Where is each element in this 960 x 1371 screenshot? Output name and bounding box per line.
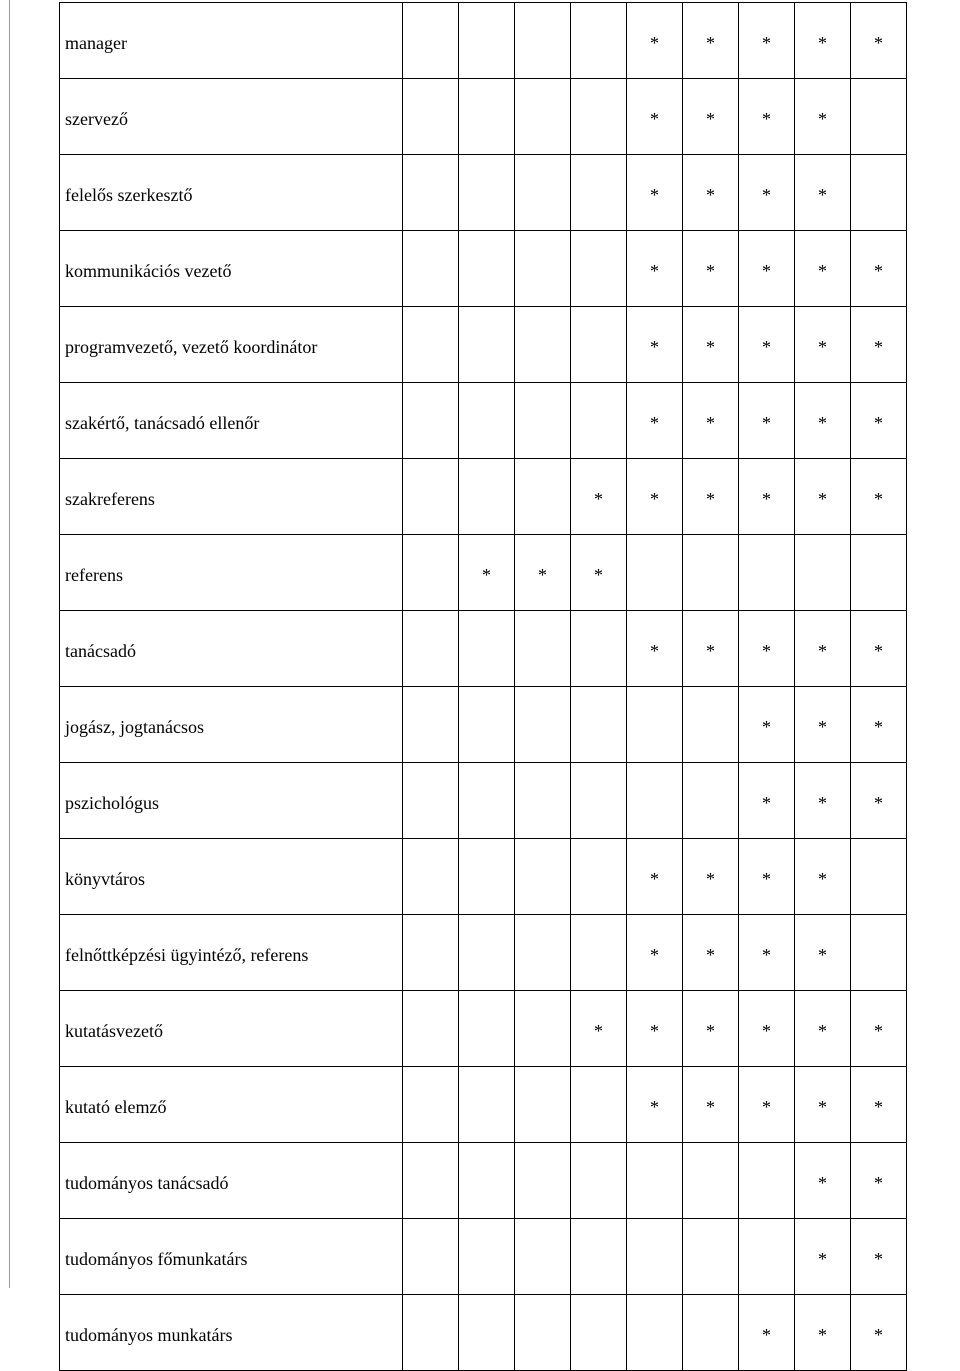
grade-mark-cell: * [795, 1067, 851, 1143]
grade-mark-cell [515, 459, 571, 535]
grade-mark-cell: * [795, 3, 851, 79]
table-row [60, 383, 907, 459]
grade-mark-cell: * [851, 763, 907, 839]
grade-mark-cell [403, 1067, 459, 1143]
grade-mark-cell: * [795, 307, 851, 383]
role-cell: szakreferens [60, 459, 403, 535]
grade-mark-cell [515, 307, 571, 383]
grade-mark-cell: * [795, 155, 851, 231]
grade-mark-cell: * [851, 231, 907, 307]
role-cell: kutatásvezető [60, 991, 403, 1067]
grade-mark-cell [403, 763, 459, 839]
grade-mark-cell [403, 3, 459, 79]
grade-mark-cell [851, 535, 907, 611]
grade-mark-cell [571, 155, 627, 231]
grade-mark-cell: * [683, 1067, 739, 1143]
grade-mark-cell: * [739, 383, 795, 459]
grade-mark-cell: * [571, 991, 627, 1067]
role-cell: szervező [60, 79, 403, 155]
grade-mark-cell: * [795, 1295, 851, 1371]
grade-mark-cell: * [795, 79, 851, 155]
grade-mark-cell: * [627, 3, 683, 79]
grade-mark-cell [683, 763, 739, 839]
grade-mark-cell: * [739, 915, 795, 991]
grade-mark-cell [571, 383, 627, 459]
role-cell: referens [60, 535, 403, 611]
grade-mark-cell [851, 155, 907, 231]
grade-mark-cell [571, 1219, 627, 1295]
grade-mark-cell [459, 1295, 515, 1371]
grade-mark-cell [403, 915, 459, 991]
table-row [60, 79, 907, 155]
grade-mark-cell [683, 1219, 739, 1295]
grade-mark-cell: * [851, 307, 907, 383]
grade-mark-cell: * [627, 915, 683, 991]
grade-mark-cell [795, 535, 851, 611]
grade-mark-cell [459, 383, 515, 459]
role-cell: kommunikációs vezető [60, 231, 403, 307]
grade-mark-cell: * [627, 231, 683, 307]
grade-mark-cell: * [851, 3, 907, 79]
grade-mark-cell: * [683, 231, 739, 307]
grade-mark-cell: * [739, 231, 795, 307]
grade-mark-cell: * [851, 611, 907, 687]
grade-mark-cell [515, 839, 571, 915]
grade-mark-cell [683, 1143, 739, 1219]
grade-mark-cell [851, 915, 907, 991]
page-margin-rule [9, 0, 10, 1288]
table-row [60, 839, 907, 915]
grade-mark-cell [571, 1295, 627, 1371]
table-row [60, 991, 907, 1067]
grade-mark-cell [459, 459, 515, 535]
grade-mark-cell: * [627, 155, 683, 231]
grade-mark-cell: * [683, 383, 739, 459]
grade-mark-cell: * [627, 611, 683, 687]
grade-mark-cell: * [571, 535, 627, 611]
grade-mark-cell [459, 1143, 515, 1219]
role-cell: tudományos munkatárs [60, 1295, 403, 1371]
grade-mark-cell: * [851, 1219, 907, 1295]
grade-mark-cell [739, 535, 795, 611]
grade-mark-cell: * [683, 991, 739, 1067]
grade-mark-cell: * [739, 839, 795, 915]
grade-mark-cell: * [851, 383, 907, 459]
grade-mark-cell [515, 915, 571, 991]
grade-mark-cell [403, 231, 459, 307]
table-row [60, 459, 907, 535]
grade-mark-cell [403, 535, 459, 611]
job-grade-table [59, 2, 907, 1371]
grade-mark-cell: * [851, 459, 907, 535]
grade-mark-cell: * [795, 915, 851, 991]
grade-mark-cell: * [627, 79, 683, 155]
grade-mark-cell [459, 231, 515, 307]
role-cell: tanácsadó [60, 611, 403, 687]
grade-mark-cell [459, 307, 515, 383]
grade-mark-cell [571, 79, 627, 155]
grade-mark-cell: * [739, 1295, 795, 1371]
grade-mark-cell: * [795, 611, 851, 687]
grade-mark-cell: * [683, 79, 739, 155]
grade-mark-cell [571, 307, 627, 383]
grade-mark-cell [739, 1143, 795, 1219]
grade-mark-cell [571, 611, 627, 687]
grade-mark-cell [515, 1219, 571, 1295]
grade-mark-cell [403, 991, 459, 1067]
grade-mark-cell: * [851, 1295, 907, 1371]
grade-mark-cell: * [627, 459, 683, 535]
grade-mark-cell [515, 1143, 571, 1219]
grade-mark-cell: * [795, 1219, 851, 1295]
grade-mark-cell: * [571, 459, 627, 535]
grade-mark-cell: * [795, 383, 851, 459]
grade-mark-cell [571, 763, 627, 839]
grade-mark-cell [515, 231, 571, 307]
grade-mark-cell [515, 155, 571, 231]
grade-mark-cell: * [739, 79, 795, 155]
grade-mark-cell [683, 535, 739, 611]
grade-mark-cell [515, 611, 571, 687]
grade-mark-cell [403, 1295, 459, 1371]
grade-mark-cell [627, 687, 683, 763]
grade-mark-cell [459, 763, 515, 839]
grade-mark-cell: * [627, 383, 683, 459]
table-row [60, 535, 907, 611]
grade-mark-cell: * [795, 231, 851, 307]
grade-mark-cell [403, 155, 459, 231]
grade-mark-cell [459, 839, 515, 915]
role-cell: tudományos főmunkatárs [60, 1219, 403, 1295]
grade-mark-cell [515, 1295, 571, 1371]
grade-mark-cell [515, 687, 571, 763]
grade-mark-cell [627, 1295, 683, 1371]
role-cell: könyvtáros [60, 839, 403, 915]
table-row [60, 1219, 907, 1295]
table-row [60, 3, 907, 79]
grade-mark-cell [571, 687, 627, 763]
grade-mark-cell [571, 3, 627, 79]
grade-mark-cell [403, 1143, 459, 1219]
grade-mark-cell: * [515, 535, 571, 611]
grade-mark-cell [403, 79, 459, 155]
grade-mark-cell [571, 915, 627, 991]
grade-mark-cell [403, 1219, 459, 1295]
grade-mark-cell [627, 1219, 683, 1295]
table-row [60, 1143, 907, 1219]
grade-mark-cell [459, 611, 515, 687]
grade-mark-cell [571, 839, 627, 915]
table-row [60, 1067, 907, 1143]
grade-mark-cell [459, 1219, 515, 1295]
grade-mark-cell: * [795, 687, 851, 763]
grade-mark-cell: * [795, 991, 851, 1067]
grade-mark-cell: * [683, 3, 739, 79]
grade-mark-cell: * [739, 687, 795, 763]
grade-mark-cell: * [683, 307, 739, 383]
role-cell: felelős szerkesztő [60, 155, 403, 231]
table-row [60, 231, 907, 307]
grade-mark-cell: * [627, 839, 683, 915]
grade-mark-cell [459, 991, 515, 1067]
grade-mark-cell: * [683, 915, 739, 991]
grade-mark-cell [403, 383, 459, 459]
grade-mark-cell [459, 79, 515, 155]
grade-mark-cell [627, 1143, 683, 1219]
grade-mark-cell [403, 611, 459, 687]
table-row [60, 155, 907, 231]
grade-mark-cell [683, 1295, 739, 1371]
grade-mark-cell [515, 763, 571, 839]
grade-mark-cell [459, 3, 515, 79]
grade-mark-cell: * [739, 991, 795, 1067]
grade-mark-cell: * [627, 307, 683, 383]
table-row [60, 1295, 907, 1371]
grade-mark-cell: * [739, 3, 795, 79]
grade-mark-cell: * [739, 307, 795, 383]
grade-mark-cell: * [851, 991, 907, 1067]
table-row [60, 611, 907, 687]
grade-mark-cell [403, 687, 459, 763]
grade-mark-cell [515, 991, 571, 1067]
role-cell: pszichológus [60, 763, 403, 839]
grade-mark-cell [459, 155, 515, 231]
grade-mark-cell: * [851, 687, 907, 763]
grade-mark-cell: * [627, 991, 683, 1067]
grade-mark-cell: * [795, 763, 851, 839]
grade-mark-cell [403, 459, 459, 535]
role-cell: kutató elemző [60, 1067, 403, 1143]
grade-mark-cell: * [683, 155, 739, 231]
grade-mark-cell: * [627, 1067, 683, 1143]
grade-mark-cell: * [851, 1143, 907, 1219]
grade-mark-cell: * [739, 611, 795, 687]
grade-mark-cell [515, 1067, 571, 1143]
grade-mark-cell: * [739, 459, 795, 535]
grade-mark-cell [571, 231, 627, 307]
grade-mark-cell [515, 383, 571, 459]
grade-mark-cell: * [739, 1067, 795, 1143]
grade-mark-cell [683, 687, 739, 763]
grade-mark-cell [851, 79, 907, 155]
grade-mark-cell [571, 1143, 627, 1219]
grade-mark-cell: * [795, 1143, 851, 1219]
grade-mark-cell: * [739, 763, 795, 839]
grade-mark-cell: * [795, 839, 851, 915]
grade-mark-cell: * [683, 839, 739, 915]
grade-mark-cell: * [459, 535, 515, 611]
grade-mark-cell [459, 915, 515, 991]
grade-mark-cell: * [851, 1067, 907, 1143]
grade-mark-cell [851, 839, 907, 915]
grade-mark-cell [459, 1067, 515, 1143]
grade-mark-cell: * [795, 459, 851, 535]
role-cell: manager [60, 3, 403, 79]
grade-mark-cell [739, 1219, 795, 1295]
table-row [60, 915, 907, 991]
grade-mark-cell: * [683, 611, 739, 687]
role-cell: szakértő, tanácsadó ellenőr [60, 383, 403, 459]
table-row [60, 307, 907, 383]
grade-mark-cell [459, 687, 515, 763]
grade-mark-cell [403, 839, 459, 915]
role-cell: jogász, jogtanácsos [60, 687, 403, 763]
table-row [60, 687, 907, 763]
grade-mark-cell [403, 307, 459, 383]
table-row [60, 763, 907, 839]
grade-mark-cell [515, 79, 571, 155]
grade-mark-cell [571, 1067, 627, 1143]
grade-mark-cell: * [683, 459, 739, 535]
grade-mark-cell [627, 535, 683, 611]
role-cell: felnőttképzési ügyintéző, referens [60, 915, 403, 991]
grade-mark-cell [515, 3, 571, 79]
grade-mark-cell [627, 763, 683, 839]
role-cell: programvezető, vezető koordinátor [60, 307, 403, 383]
table-body [60, 3, 907, 1371]
grade-mark-cell: * [739, 155, 795, 231]
role-cell: tudományos tanácsadó [60, 1143, 403, 1219]
